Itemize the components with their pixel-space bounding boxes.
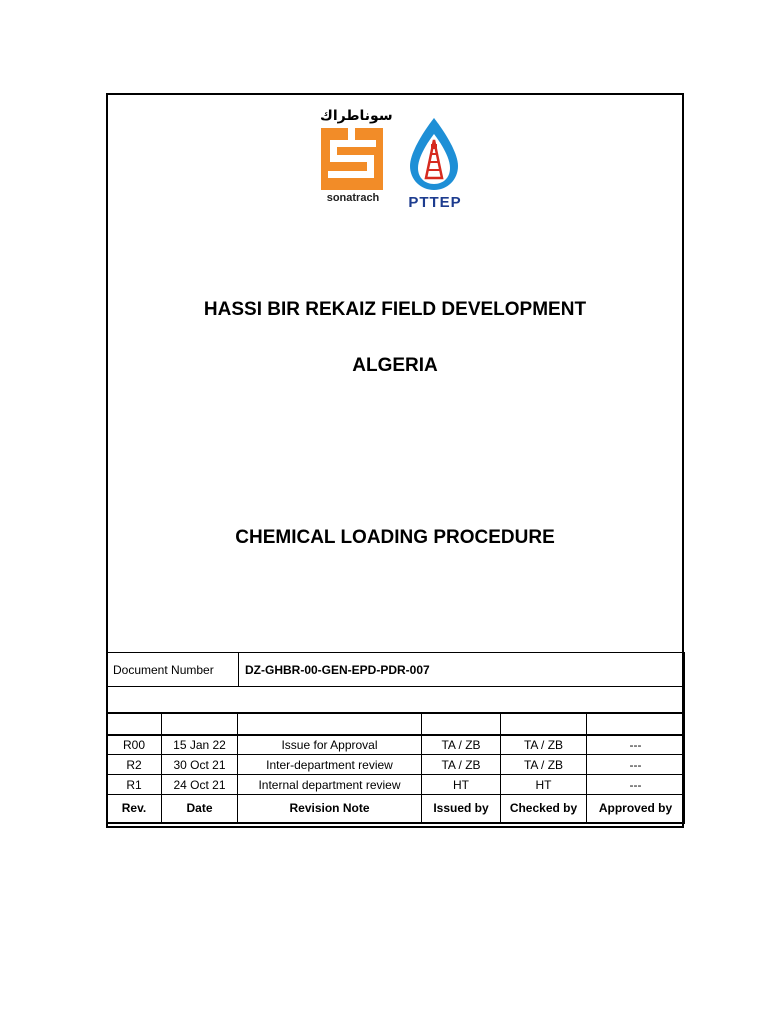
approved-by-cell: --- (587, 775, 685, 795)
approved-by-header: Approved by (587, 795, 685, 823)
sonatrach-logo (320, 108, 393, 208)
checked-by-cell: TA / ZB (501, 755, 587, 775)
checked-by-cell: HT (501, 775, 587, 795)
issued-by-cell: TA / ZB (422, 735, 501, 755)
revision-note-cell: Issue for Approval (238, 735, 422, 755)
document-number-row (107, 653, 685, 687)
date-cell: 15 Jan 22 (162, 735, 238, 755)
country-title: ALGERIA (352, 355, 438, 376)
issued-by-cell: HT (422, 775, 501, 795)
revision-note-header: Revision Note (238, 795, 422, 823)
document-number-value: DZ-GHBR-00-GEN-EPD-PDR-007 (239, 653, 685, 687)
rev-header: Rev. (107, 795, 162, 823)
revision-table (106, 713, 685, 824)
table-cell (422, 714, 501, 735)
pttep-logo (392, 116, 482, 211)
issued-by-header: Issued by (422, 795, 501, 823)
date-cell: 24 Oct 21 (162, 775, 238, 795)
rev-cell: R2 (107, 755, 162, 775)
document-number-spacer-row (107, 687, 685, 713)
table-cell (587, 714, 685, 735)
document-title: CHEMICAL LOADING PROCEDURE (235, 527, 555, 548)
approved-by-cell: --- (587, 735, 685, 755)
revision-note-cell: Internal department review (238, 775, 422, 795)
table-row (107, 755, 685, 775)
issued-by-cell: TA / ZB (422, 755, 501, 775)
table-cell (162, 714, 238, 735)
checked-by-header: Checked by (501, 795, 587, 823)
checked-by-cell: TA / ZB (501, 735, 587, 755)
table-cell (107, 714, 162, 735)
sonatrach-wordmark: sonatrach (326, 192, 380, 204)
table-row (107, 775, 685, 795)
spacer-cell (107, 687, 685, 713)
sonatrach-arabic-text: سوناطراك (320, 108, 393, 124)
project-title: HASSI BIR REKAIZ FIELD DEVELOPMENT (203, 299, 587, 320)
logo-area (320, 108, 480, 211)
date-header: Date (162, 795, 238, 823)
rev-cell: R1 (107, 775, 162, 795)
table-row (107, 735, 685, 755)
rev-cell: R00 (107, 735, 162, 755)
document-number-table (106, 652, 685, 713)
document-number-label: Document Number (107, 653, 239, 687)
table-cell (238, 714, 422, 735)
date-cell: 30 Oct 21 (162, 755, 238, 775)
pttep-wordmark: PTTEP (408, 194, 462, 211)
revision-header-row (107, 795, 685, 823)
revision-blank-row (107, 714, 685, 735)
sonatrach-emblem-icon (321, 128, 383, 190)
table-cell (501, 714, 587, 735)
pttep-drop-icon (404, 116, 464, 192)
revision-note-cell: Inter-department review (238, 755, 422, 775)
approved-by-cell: --- (587, 755, 685, 775)
